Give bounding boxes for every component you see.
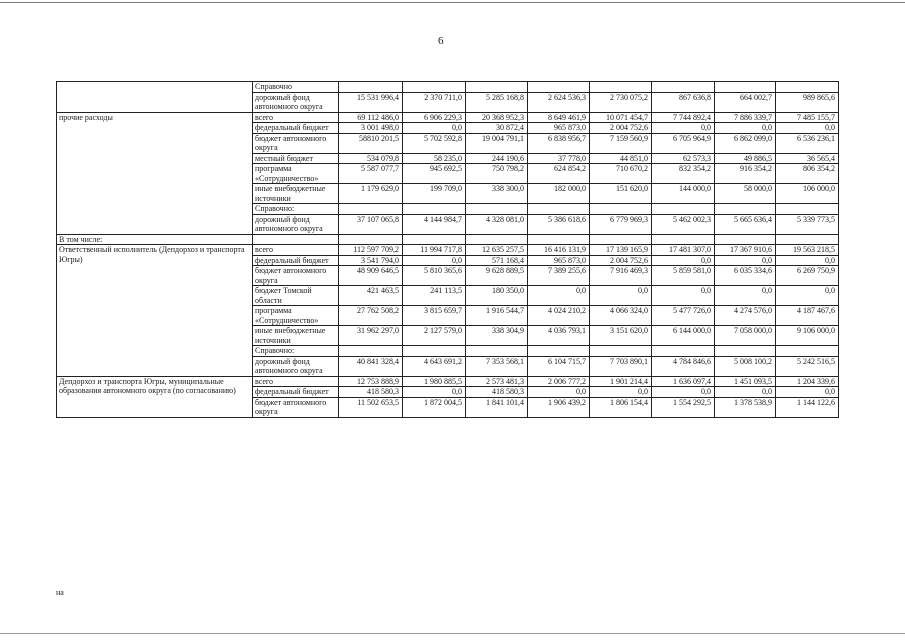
empty-cell <box>403 204 466 215</box>
amount-cell: 4 328 081,0 <box>466 214 528 234</box>
amount-cell: 945 692,5 <box>403 164 466 184</box>
amount-cell: 30 872,4 <box>466 123 528 134</box>
empty-cell <box>339 204 403 215</box>
empty-cell <box>466 346 528 357</box>
amount-cell: 4 036 793,1 <box>528 326 590 346</box>
empty-cell <box>528 82 590 93</box>
amount-cell: 7 353 568,1 <box>466 356 528 376</box>
empty-cell <box>715 204 776 215</box>
amount-cell: 5 665 636,4 <box>715 214 776 234</box>
amount-cell: 44 851,0 <box>590 153 652 164</box>
amount-cell: 989 865,6 <box>776 92 839 112</box>
amount-cell: 2 127 579,0 <box>403 326 466 346</box>
amount-cell: 7 703 890,1 <box>590 356 652 376</box>
source-label: программа «Сотрудничество» <box>253 306 339 326</box>
amount-cell: 48 909 646,5 <box>339 266 403 286</box>
amount-cell: 1 144 122,6 <box>776 397 839 417</box>
empty-cell <box>715 346 776 357</box>
amount-cell: 1 901 214,4 <box>590 376 652 387</box>
empty-cell <box>253 234 339 245</box>
amount-cell: 5 339 773,5 <box>776 214 839 234</box>
amount-cell: 0,0 <box>776 387 839 398</box>
amount-cell: 37 778,0 <box>528 153 590 164</box>
amount-cell: 8 649 461,9 <box>528 112 590 123</box>
amount-cell: 4 144 984,7 <box>403 214 466 234</box>
amount-cell: 6 705 964,9 <box>652 133 715 153</box>
amount-cell: 5 477 726,0 <box>652 306 715 326</box>
empty-cell <box>339 82 403 93</box>
amount-cell: 16 416 131,9 <box>528 245 590 256</box>
amount-cell: 244 190,6 <box>466 153 528 164</box>
amount-cell: 40 841 328,4 <box>339 356 403 376</box>
amount-cell: 12 753 888,9 <box>339 376 403 387</box>
empty-cell <box>652 234 715 245</box>
amount-cell: 0,0 <box>715 123 776 134</box>
page-number: 6 <box>438 35 444 47</box>
amount-cell: 2 006 777,2 <box>528 376 590 387</box>
table-row <box>57 82 839 93</box>
source-label: федеральный бюджет <box>253 123 339 134</box>
amount-cell: 20 368 952,3 <box>466 112 528 123</box>
amount-cell: 2 730 075,2 <box>590 92 652 112</box>
amount-cell: 750 798,2 <box>466 164 528 184</box>
amount-cell: 0,0 <box>652 255 715 266</box>
source-label: федеральный бюджет <box>253 255 339 266</box>
source-label: всего <box>253 112 339 123</box>
amount-cell: 180 350,0 <box>466 286 528 306</box>
amount-cell: 2 573 481,3 <box>466 376 528 387</box>
source-label: Справочно: <box>253 346 339 357</box>
source-label: Справочно: <box>253 204 339 215</box>
amount-cell: 7 916 469,3 <box>590 266 652 286</box>
scan-bottom-edge <box>0 633 905 634</box>
amount-cell: 6 536 236,1 <box>776 133 839 153</box>
amount-cell: 112 597 709,2 <box>339 245 403 256</box>
source-label: иные внебюджетные источники <box>253 326 339 346</box>
amount-cell: 0,0 <box>715 286 776 306</box>
amount-cell: 664 002,7 <box>715 92 776 112</box>
amount-cell: 4 784 846,6 <box>652 356 715 376</box>
amount-cell: 6 838 956,7 <box>528 133 590 153</box>
empty-cell <box>403 82 466 93</box>
amount-cell: 17 481 307,0 <box>652 245 715 256</box>
empty-cell <box>466 234 528 245</box>
amount-cell: 31 962 297,0 <box>339 326 403 346</box>
scan-top-edge <box>0 2 905 3</box>
amount-cell: 916 354,2 <box>715 164 776 184</box>
amount-cell: 7 389 255,6 <box>528 266 590 286</box>
amount-cell: 17 139 165,9 <box>590 245 652 256</box>
amount-cell: 965 873,0 <box>528 123 590 134</box>
empty-cell <box>590 346 652 357</box>
amount-cell: 965 873,0 <box>528 255 590 266</box>
amount-cell: 6 144 000,0 <box>652 326 715 346</box>
amount-cell: 69 112 486,0 <box>339 112 403 123</box>
source-label: федеральный бюджет <box>253 387 339 398</box>
amount-cell: 1 916 544,7 <box>466 306 528 326</box>
amount-cell: 2 004 752,6 <box>590 123 652 134</box>
amount-cell: 0,0 <box>715 387 776 398</box>
amount-cell: 0,0 <box>776 286 839 306</box>
amount-cell: 0,0 <box>776 255 839 266</box>
amount-cell: 1 872 004,5 <box>403 397 466 417</box>
amount-cell: 9 106 000,0 <box>776 326 839 346</box>
amount-cell: 0,0 <box>652 387 715 398</box>
amount-cell: 0,0 <box>715 255 776 266</box>
section-title: Ответственный исполнитель (Депдорхоз и транспорта Югры) <box>57 245 253 377</box>
amount-cell: 3 541 794,0 <box>339 255 403 266</box>
source-label: программа «Сотрудничество» <box>253 164 339 184</box>
amount-cell: 0,0 <box>652 123 715 134</box>
amount-cell: 624 854,2 <box>528 164 590 184</box>
amount-cell: 58 000,0 <box>715 184 776 204</box>
amount-cell: 6 779 969,3 <box>590 214 652 234</box>
amount-cell: 6 862 099,0 <box>715 133 776 153</box>
amount-cell: 4 024 210,2 <box>528 306 590 326</box>
amount-cell: 1 841 101,4 <box>466 397 528 417</box>
amount-cell: 6 269 750,9 <box>776 266 839 286</box>
empty-cell <box>528 234 590 245</box>
amount-cell: 5 859 581,0 <box>652 266 715 286</box>
amount-cell: 11 502 653,5 <box>339 397 403 417</box>
amount-cell: 832 354,2 <box>652 164 715 184</box>
empty-cell <box>652 204 715 215</box>
amount-cell: 58 235,0 <box>403 153 466 164</box>
amount-cell: 3 151 620,0 <box>590 326 652 346</box>
source-label: всего <box>253 245 339 256</box>
amount-cell: 15 531 996,4 <box>339 92 403 112</box>
amount-cell: 7 886 339,7 <box>715 112 776 123</box>
source-label: бюджет Томской области <box>253 286 339 306</box>
amount-cell: 1 554 292,5 <box>652 397 715 417</box>
amount-cell: 58810 201,5 <box>339 133 403 153</box>
source-label: Справочно <box>253 82 339 93</box>
amount-cell: 5 386 618,6 <box>528 214 590 234</box>
amount-cell: 6 906 229,3 <box>403 112 466 123</box>
amount-cell: 62 573,3 <box>652 153 715 164</box>
amount-cell: 0,0 <box>590 387 652 398</box>
empty-cell <box>339 234 403 245</box>
amount-cell: 7 159 560,9 <box>590 133 652 153</box>
amount-cell: 7 058 000,0 <box>715 326 776 346</box>
amount-cell: 199 709,0 <box>403 184 466 204</box>
empty-cell <box>715 234 776 245</box>
amount-cell: 151 620,0 <box>590 184 652 204</box>
amount-cell: 9 628 889,5 <box>466 266 528 286</box>
empty-cell <box>528 346 590 357</box>
amount-cell: 37 107 065,8 <box>339 214 403 234</box>
source-label: местный бюджет <box>253 153 339 164</box>
empty-cell <box>715 82 776 93</box>
amount-cell: 19 004 791,1 <box>466 133 528 153</box>
amount-cell: 6 035 334,6 <box>715 266 776 286</box>
finance-table <box>56 81 839 418</box>
amount-cell: 1 179 629,0 <box>339 184 403 204</box>
amount-cell: 534 079,8 <box>339 153 403 164</box>
amount-cell: 11 994 717,8 <box>403 245 466 256</box>
amount-cell: 421 463,5 <box>339 286 403 306</box>
section-title: В том числе: <box>57 234 253 245</box>
empty-cell <box>466 82 528 93</box>
amount-cell: 1 204 339,6 <box>776 376 839 387</box>
empty-cell <box>590 204 652 215</box>
source-label: дорожный фонд автономного округа <box>253 214 339 234</box>
amount-cell: 144 000,0 <box>652 184 715 204</box>
table-row <box>57 234 839 245</box>
amount-cell: 0,0 <box>528 286 590 306</box>
amount-cell: 1 451 093,5 <box>715 376 776 387</box>
amount-cell: 571 168,4 <box>466 255 528 266</box>
amount-cell: 5 008 100,2 <box>715 356 776 376</box>
section-title <box>57 82 253 113</box>
empty-cell <box>776 82 839 93</box>
amount-cell: 1 980 885,5 <box>403 376 466 387</box>
amount-cell: 4 274 576,0 <box>715 306 776 326</box>
amount-cell: 1 636 097,4 <box>652 376 715 387</box>
source-label: бюджет автономного округа <box>253 397 339 417</box>
empty-cell <box>776 204 839 215</box>
amount-cell: 0,0 <box>652 286 715 306</box>
amount-cell: 1 378 538,9 <box>715 397 776 417</box>
empty-cell <box>590 234 652 245</box>
amount-cell: 7 744 892,4 <box>652 112 715 123</box>
empty-cell <box>466 204 528 215</box>
amount-cell: 710 670,2 <box>590 164 652 184</box>
amount-cell: 867 636,8 <box>652 92 715 112</box>
amount-cell: 106 000,0 <box>776 184 839 204</box>
amount-cell: 0,0 <box>776 123 839 134</box>
amount-cell: 5 242 516,5 <box>776 356 839 376</box>
amount-cell: 5 810 365,6 <box>403 266 466 286</box>
source-label: всего <box>253 376 339 387</box>
source-label: дорожный фонд автономного округа <box>253 92 339 112</box>
source-label: иные внебюджетные источники <box>253 184 339 204</box>
amount-cell: 0,0 <box>403 387 466 398</box>
amount-cell: 7 485 155,7 <box>776 112 839 123</box>
amount-cell: 4 643 691,2 <box>403 356 466 376</box>
amount-cell: 19 563 218,5 <box>776 245 839 256</box>
amount-cell: 5 702 592,8 <box>403 133 466 153</box>
amount-cell: 0,0 <box>528 387 590 398</box>
empty-cell <box>590 82 652 93</box>
section-title: прочие расходы <box>57 112 253 234</box>
amount-cell: 2 370 711,0 <box>403 92 466 112</box>
amount-cell: 241 113,5 <box>403 286 466 306</box>
amount-cell: 3 001 498,0 <box>339 123 403 134</box>
page-footnote: на <box>56 588 64 597</box>
amount-cell: 1 906 439,2 <box>528 397 590 417</box>
amount-cell: 12 635 257,5 <box>466 245 528 256</box>
empty-cell <box>652 82 715 93</box>
source-label: дорожный фонд автономного округа <box>253 356 339 376</box>
amount-cell: 5 285 168,8 <box>466 92 528 112</box>
source-label: бюджет автономного округа <box>253 133 339 153</box>
amount-cell: 3 815 659,7 <box>403 306 466 326</box>
amount-cell: 806 354,2 <box>776 164 839 184</box>
amount-cell: 338 304,9 <box>466 326 528 346</box>
table-row <box>57 245 839 256</box>
amount-cell: 2 624 536,3 <box>528 92 590 112</box>
empty-cell <box>339 346 403 357</box>
empty-cell <box>403 346 466 357</box>
amount-cell: 17 367 910,6 <box>715 245 776 256</box>
amount-cell: 182 000,0 <box>528 184 590 204</box>
amount-cell: 1 806 154,4 <box>590 397 652 417</box>
amount-cell: 4 187 467,6 <box>776 306 839 326</box>
amount-cell: 418 580,3 <box>339 387 403 398</box>
amount-cell: 0,0 <box>403 255 466 266</box>
section-title: Депдорхоз и транспорта Югры, муниципальные образования автономного округа (по согласованию) <box>57 376 253 417</box>
amount-cell: 36 565,4 <box>776 153 839 164</box>
amount-cell: 5 587 077,7 <box>339 164 403 184</box>
amount-cell: 27 762 508,2 <box>339 306 403 326</box>
empty-cell <box>528 204 590 215</box>
amount-cell: 5 462 002,3 <box>652 214 715 234</box>
empty-cell <box>776 234 839 245</box>
amount-cell: 2 004 752,6 <box>590 255 652 266</box>
amount-cell: 6 104 715,7 <box>528 356 590 376</box>
amount-cell: 49 886,5 <box>715 153 776 164</box>
empty-cell <box>652 346 715 357</box>
amount-cell: 10 071 454,7 <box>590 112 652 123</box>
amount-cell: 0,0 <box>403 123 466 134</box>
amount-cell: 4 066 324,0 <box>590 306 652 326</box>
table-row <box>57 112 839 123</box>
empty-cell <box>403 234 466 245</box>
amount-cell: 338 300,0 <box>466 184 528 204</box>
amount-cell: 0,0 <box>590 286 652 306</box>
empty-cell <box>776 346 839 357</box>
table-row <box>57 376 839 387</box>
source-label: бюджет автономного округа <box>253 266 339 286</box>
amount-cell: 418 580,3 <box>466 387 528 398</box>
